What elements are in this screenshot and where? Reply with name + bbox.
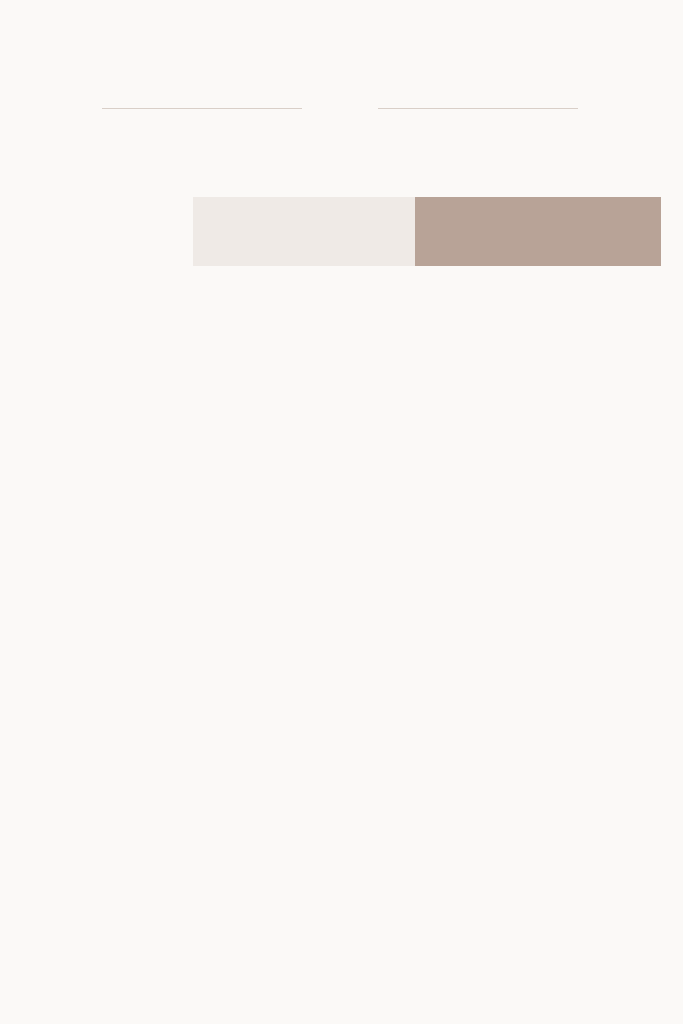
- header-kobido: [415, 197, 661, 266]
- divider-left: [102, 108, 302, 109]
- divider-right: [378, 108, 578, 109]
- header-classic: [193, 197, 415, 266]
